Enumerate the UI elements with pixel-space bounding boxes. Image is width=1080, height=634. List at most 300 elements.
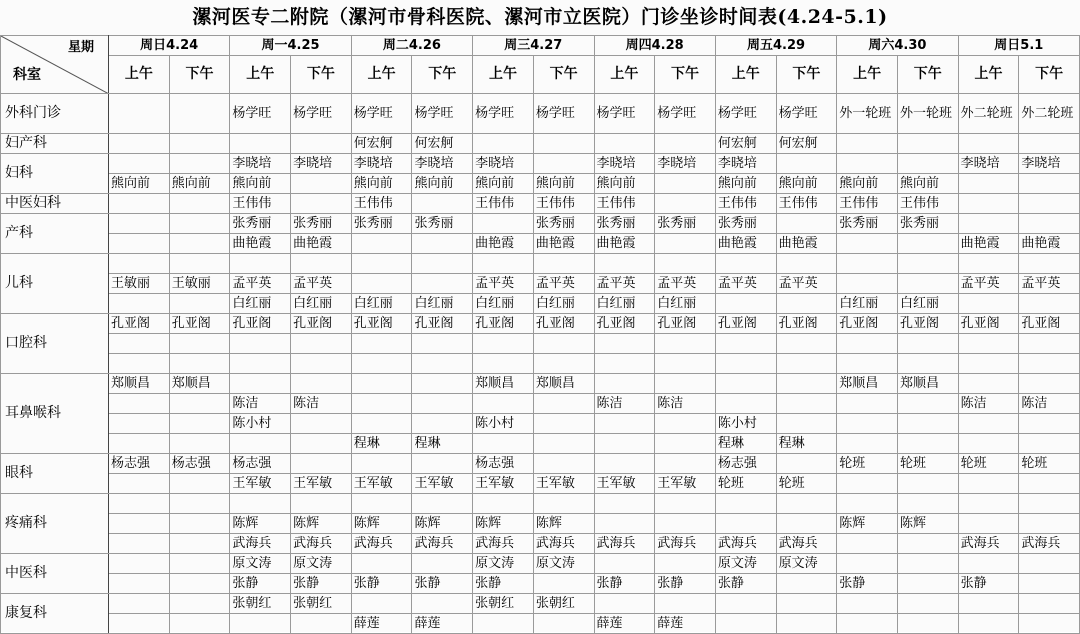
schedule-cell: 原文涛 — [473, 554, 534, 574]
header-morning: 上午 — [594, 56, 655, 94]
schedule-cell — [958, 134, 1019, 154]
schedule-cell — [169, 574, 230, 594]
table-row — [1, 374, 1080, 394]
table-row — [1, 414, 1080, 434]
schedule-cell — [473, 394, 534, 414]
schedule-cell: 杨学旺 — [351, 94, 412, 134]
schedule-cell: 孔亚阁 — [837, 314, 898, 334]
schedule-cell — [533, 414, 594, 434]
schedule-cell: 白红丽 — [655, 294, 716, 314]
schedule-cell — [958, 374, 1019, 394]
schedule-cell: 陈辉 — [291, 514, 352, 534]
schedule-cell: 武海兵 — [351, 534, 412, 554]
schedule-cell: 熊向前 — [897, 174, 958, 194]
schedule-cell — [533, 614, 594, 634]
schedule-cell — [533, 254, 594, 274]
schedule-cell: 熊向前 — [109, 174, 170, 194]
header-day: 周日5.1 — [958, 36, 1079, 56]
schedule-cell — [897, 414, 958, 434]
schedule-cell: 张静 — [655, 574, 716, 594]
schedule-cell — [230, 254, 291, 274]
schedule-cell: 陈辉 — [473, 514, 534, 534]
schedule-cell: 王军敏 — [351, 474, 412, 494]
schedule-cell: 陈小村 — [715, 414, 776, 434]
schedule-cell: 张静 — [230, 574, 291, 594]
schedule-cell: 孔亚阁 — [169, 314, 230, 334]
schedule-cell — [351, 494, 412, 514]
schedule-cell: 孔亚阁 — [594, 314, 655, 334]
schedule-cell: 薛莲 — [655, 614, 716, 634]
schedule-cell — [655, 234, 716, 254]
schedule-cell — [169, 194, 230, 214]
schedule-cell: 孔亚阁 — [533, 314, 594, 334]
schedule-cell — [109, 354, 170, 374]
schedule-cell: 陈辉 — [837, 514, 898, 534]
table-row — [1, 334, 1080, 354]
schedule-cell — [776, 454, 837, 474]
table-row — [1, 274, 1080, 294]
schedule-cell: 张秀丽 — [412, 214, 473, 234]
schedule-cell: 李晓培 — [655, 154, 716, 174]
schedule-cell — [351, 334, 412, 354]
table-row — [1, 434, 1080, 454]
schedule-cell — [897, 614, 958, 634]
schedule-cell — [412, 454, 473, 474]
schedule-cell — [897, 134, 958, 154]
schedule-cell — [897, 474, 958, 494]
schedule-cell — [169, 214, 230, 234]
schedule-cell — [958, 194, 1019, 214]
schedule-cell — [897, 534, 958, 554]
schedule-cell — [351, 274, 412, 294]
schedule-cell — [291, 414, 352, 434]
schedule-cell — [1019, 294, 1080, 314]
schedule-cell: 外二轮班 — [958, 94, 1019, 134]
schedule-cell — [594, 594, 655, 614]
schedule-cell — [1019, 614, 1080, 634]
table-row — [1, 394, 1080, 414]
schedule-cell — [473, 354, 534, 374]
schedule-cell: 武海兵 — [533, 534, 594, 554]
schedule-cell: 李晓培 — [291, 154, 352, 174]
schedule-cell — [837, 134, 898, 154]
department-name: 中医科 — [1, 554, 109, 594]
schedule-cell — [1019, 254, 1080, 274]
schedule-cell — [1019, 214, 1080, 234]
schedule-cell — [412, 554, 473, 574]
schedule-cell: 李晓培 — [473, 154, 534, 174]
schedule-cell — [473, 494, 534, 514]
header-day: 周一4.25 — [230, 36, 351, 56]
schedule-cell: 王军敏 — [594, 474, 655, 494]
schedule-cell: 王伟伟 — [230, 194, 291, 214]
schedule-cell — [291, 334, 352, 354]
schedule-cell: 郑顺昌 — [533, 374, 594, 394]
department-name: 儿科 — [1, 254, 109, 314]
schedule-cell — [169, 534, 230, 554]
schedule-cell — [897, 334, 958, 354]
schedule-cell — [655, 134, 716, 154]
schedule-cell: 熊向前 — [837, 174, 898, 194]
schedule-cell — [109, 294, 170, 314]
schedule-cell: 张静 — [351, 574, 412, 594]
schedule-cell — [412, 394, 473, 414]
department-name: 妇科 — [1, 154, 109, 194]
schedule-cell — [291, 494, 352, 514]
schedule-cell — [958, 414, 1019, 434]
schedule-cell: 武海兵 — [655, 534, 716, 554]
schedule-cell — [109, 194, 170, 214]
header-morning: 上午 — [837, 56, 898, 94]
schedule-cell — [655, 434, 716, 454]
department-name: 产科 — [1, 214, 109, 254]
schedule-cell: 杨学旺 — [473, 94, 534, 134]
schedule-cell: 孟平英 — [1019, 274, 1080, 294]
table-row — [1, 214, 1080, 234]
schedule-cell: 杨志强 — [473, 454, 534, 474]
schedule-cell: 熊向前 — [473, 174, 534, 194]
schedule-cell — [351, 374, 412, 394]
schedule-cell — [655, 514, 716, 534]
schedule-cell — [655, 354, 716, 374]
schedule-cell: 王军敏 — [291, 474, 352, 494]
schedule-cell — [351, 594, 412, 614]
schedule-cell — [1019, 194, 1080, 214]
schedule-cell — [1019, 134, 1080, 154]
table-row — [1, 494, 1080, 514]
schedule-cell — [776, 254, 837, 274]
schedule-cell — [1019, 174, 1080, 194]
table-row — [1, 314, 1080, 334]
schedule-cell — [655, 494, 716, 514]
table-row — [1, 194, 1080, 214]
schedule-cell — [291, 354, 352, 374]
schedule-cell: 原文涛 — [291, 554, 352, 574]
schedule-cell — [958, 514, 1019, 534]
department-name: 耳鼻喉科 — [1, 374, 109, 454]
schedule-cell: 李晓培 — [1019, 154, 1080, 174]
department-name: 中医妇科 — [1, 194, 109, 214]
schedule-cell: 张静 — [594, 574, 655, 594]
schedule-cell — [594, 454, 655, 474]
schedule-cell: 孟平英 — [533, 274, 594, 294]
schedule-cell: 杨学旺 — [230, 94, 291, 134]
schedule-cell — [837, 234, 898, 254]
schedule-cell — [897, 574, 958, 594]
table-row — [1, 554, 1080, 574]
schedule-cell — [351, 254, 412, 274]
schedule-cell: 郑顺昌 — [837, 374, 898, 394]
header-corner-cell — [1, 36, 109, 94]
schedule-cell — [594, 374, 655, 394]
schedule-cell — [412, 194, 473, 214]
header-morning: 上午 — [958, 56, 1019, 94]
schedule-cell — [897, 274, 958, 294]
schedule-cell — [776, 334, 837, 354]
schedule-cell: 李晓培 — [715, 154, 776, 174]
table-row — [1, 354, 1080, 374]
header-afternoon: 下午 — [776, 56, 837, 94]
schedule-cell: 杨志强 — [109, 454, 170, 474]
schedule-cell: 白红丽 — [351, 294, 412, 314]
schedule-cell — [837, 534, 898, 554]
schedule-cell: 陈洁 — [1019, 394, 1080, 414]
schedule-cell — [1019, 334, 1080, 354]
schedule-cell — [594, 494, 655, 514]
schedule-cell: 孔亚阁 — [109, 314, 170, 334]
schedule-cell — [109, 94, 170, 134]
schedule-cell: 白红丽 — [533, 294, 594, 314]
schedule-cell: 李晓培 — [958, 154, 1019, 174]
department-name: 外科门诊 — [1, 94, 109, 134]
schedule-cell: 孟平英 — [655, 274, 716, 294]
schedule-cell: 孔亚阁 — [1019, 314, 1080, 334]
schedule-cell: 陈辉 — [351, 514, 412, 534]
schedule-cell — [109, 534, 170, 554]
schedule-cell — [109, 574, 170, 594]
schedule-cell: 李晓培 — [230, 154, 291, 174]
schedule-cell — [715, 614, 776, 634]
department-name: 疼痛科 — [1, 494, 109, 554]
schedule-cell — [169, 594, 230, 614]
schedule-cell — [655, 454, 716, 474]
schedule-cell — [715, 334, 776, 354]
department-name: 妇产科 — [1, 134, 109, 154]
schedule-cell — [958, 494, 1019, 514]
schedule-cell: 程琳 — [776, 434, 837, 454]
schedule-cell: 孔亚阁 — [655, 314, 716, 334]
schedule-cell — [897, 234, 958, 254]
schedule-cell — [109, 594, 170, 614]
schedule-cell — [958, 554, 1019, 574]
schedule-cell — [291, 194, 352, 214]
schedule-cell: 轮班 — [1019, 454, 1080, 474]
schedule-cell — [897, 354, 958, 374]
schedule-cell — [230, 374, 291, 394]
table-row — [1, 94, 1080, 134]
schedule-cell: 轮班 — [837, 454, 898, 474]
header-day: 周六4.30 — [837, 36, 958, 56]
schedule-cell — [230, 434, 291, 454]
schedule-cell: 白红丽 — [412, 294, 473, 314]
schedule-cell: 曲艳霞 — [958, 234, 1019, 254]
schedule-cell — [1019, 434, 1080, 454]
header-afternoon: 下午 — [412, 56, 473, 94]
schedule-cell: 熊向前 — [230, 174, 291, 194]
schedule-cell — [594, 254, 655, 274]
schedule-cell — [169, 474, 230, 494]
schedule-cell: 王伟伟 — [837, 194, 898, 214]
schedule-cell — [109, 134, 170, 154]
schedule-cell — [1019, 554, 1080, 574]
schedule-cell — [473, 254, 534, 274]
schedule-cell: 陈洁 — [594, 394, 655, 414]
schedule-cell — [230, 494, 291, 514]
schedule-cell: 何宏舸 — [715, 134, 776, 154]
schedule-cell — [837, 274, 898, 294]
schedule-cell: 张静 — [412, 574, 473, 594]
schedule-cell: 孟平英 — [958, 274, 1019, 294]
schedule-cell: 王伟伟 — [776, 194, 837, 214]
table-row — [1, 154, 1080, 174]
header-day: 周二4.26 — [351, 36, 472, 56]
schedule-cell — [897, 254, 958, 274]
schedule-cell: 轮班 — [897, 454, 958, 474]
schedule-cell — [291, 374, 352, 394]
schedule-cell: 熊向前 — [715, 174, 776, 194]
schedule-cell: 陈洁 — [291, 394, 352, 414]
schedule-cell — [533, 394, 594, 414]
schedule-cell — [715, 354, 776, 374]
schedule-cell — [837, 354, 898, 374]
schedule-cell — [776, 214, 837, 234]
schedule-cell — [169, 394, 230, 414]
schedule-cell: 张朝红 — [230, 594, 291, 614]
schedule-cell — [109, 254, 170, 274]
table-row — [1, 574, 1080, 594]
schedule-cell — [958, 474, 1019, 494]
schedule-cell: 张静 — [958, 574, 1019, 594]
schedule-cell: 郑顺昌 — [897, 374, 958, 394]
schedule-cell — [715, 494, 776, 514]
schedule-cell: 杨学旺 — [533, 94, 594, 134]
schedule-cell: 王军敏 — [533, 474, 594, 494]
schedule-cell — [655, 374, 716, 394]
schedule-cell — [351, 454, 412, 474]
table-row — [1, 294, 1080, 314]
schedule-cell — [655, 334, 716, 354]
header-weekday-label: 星期 — [67, 40, 94, 55]
schedule-cell: 杨学旺 — [412, 94, 473, 134]
schedule-cell — [715, 594, 776, 614]
schedule-cell — [109, 414, 170, 434]
schedule-cell: 武海兵 — [1019, 534, 1080, 554]
schedule-table — [0, 35, 1080, 634]
schedule-cell — [109, 434, 170, 454]
schedule-cell: 轮班 — [958, 454, 1019, 474]
schedule-cell: 李晓培 — [412, 154, 473, 174]
schedule-cell: 张秀丽 — [533, 214, 594, 234]
schedule-cell — [958, 254, 1019, 274]
schedule-cell: 张秀丽 — [655, 214, 716, 234]
schedule-cell — [291, 614, 352, 634]
schedule-cell — [533, 494, 594, 514]
schedule-cell — [230, 134, 291, 154]
schedule-cell: 武海兵 — [776, 534, 837, 554]
schedule-cell: 张秀丽 — [351, 214, 412, 234]
schedule-cell: 白红丽 — [837, 294, 898, 314]
schedule-cell: 陈洁 — [958, 394, 1019, 414]
schedule-cell — [291, 174, 352, 194]
schedule-cell: 杨学旺 — [715, 94, 776, 134]
schedule-cell — [291, 134, 352, 154]
schedule-cell — [837, 334, 898, 354]
schedule-cell — [230, 354, 291, 374]
schedule-cell — [897, 554, 958, 574]
schedule-cell: 王敏丽 — [109, 274, 170, 294]
schedule-cell — [351, 354, 412, 374]
header-afternoon: 下午 — [655, 56, 716, 94]
schedule-cell: 张静 — [291, 574, 352, 594]
table-row — [1, 534, 1080, 554]
schedule-cell — [655, 554, 716, 574]
schedule-cell: 武海兵 — [473, 534, 534, 554]
schedule-cell — [109, 514, 170, 534]
schedule-cell — [655, 414, 716, 434]
schedule-cell — [169, 414, 230, 434]
schedule-cell — [291, 434, 352, 454]
schedule-cell — [533, 154, 594, 174]
schedule-cell: 孔亚阁 — [291, 314, 352, 334]
schedule-cell: 孔亚阁 — [897, 314, 958, 334]
schedule-cell: 外一轮班 — [837, 94, 898, 134]
schedule-cell: 王伟伟 — [594, 194, 655, 214]
table-row — [1, 174, 1080, 194]
schedule-cell — [837, 414, 898, 434]
schedule-cell — [351, 414, 412, 434]
schedule-cell: 白红丽 — [230, 294, 291, 314]
schedule-cell — [473, 334, 534, 354]
schedule-cell — [412, 414, 473, 434]
schedule-cell — [958, 354, 1019, 374]
header-department-label: 科室 — [13, 67, 41, 83]
schedule-cell — [715, 394, 776, 414]
schedule-cell: 陈辉 — [230, 514, 291, 534]
schedule-cell — [169, 434, 230, 454]
schedule-cell: 王伟伟 — [897, 194, 958, 214]
schedule-cell: 王伟伟 — [473, 194, 534, 214]
schedule-cell — [715, 254, 776, 274]
schedule-cell — [776, 354, 837, 374]
schedule-cell — [1019, 494, 1080, 514]
table-row — [1, 254, 1080, 274]
schedule-cell — [533, 454, 594, 474]
schedule-cell — [533, 574, 594, 594]
schedule-cell: 张静 — [837, 574, 898, 594]
schedule-cell: 外一轮班 — [897, 94, 958, 134]
schedule-cell: 原文涛 — [533, 554, 594, 574]
schedule-cell — [533, 134, 594, 154]
schedule-cell: 张秀丽 — [291, 214, 352, 234]
schedule-cell — [837, 434, 898, 454]
schedule-cell: 熊向前 — [351, 174, 412, 194]
header-morning: 上午 — [351, 56, 412, 94]
schedule-cell: 陈小村 — [230, 414, 291, 434]
schedule-cell — [897, 494, 958, 514]
schedule-cell — [837, 254, 898, 274]
header-morning: 上午 — [473, 56, 534, 94]
schedule-cell: 武海兵 — [594, 534, 655, 554]
schedule-cell — [655, 254, 716, 274]
schedule-cell — [473, 214, 534, 234]
header-morning: 上午 — [109, 56, 170, 94]
schedule-cell — [1019, 414, 1080, 434]
schedule-cell — [169, 254, 230, 274]
schedule-cell: 张秀丽 — [837, 214, 898, 234]
schedule-cell — [776, 494, 837, 514]
schedule-cell: 熊向前 — [169, 174, 230, 194]
schedule-cell: 白红丽 — [473, 294, 534, 314]
schedule-cell: 孔亚阁 — [412, 314, 473, 334]
schedule-cell — [1019, 514, 1080, 534]
schedule-cell — [412, 334, 473, 354]
schedule-cell — [169, 354, 230, 374]
schedule-cell — [412, 374, 473, 394]
schedule-cell: 武海兵 — [291, 534, 352, 554]
schedule-cell — [351, 394, 412, 414]
schedule-cell: 武海兵 — [412, 534, 473, 554]
schedule-cell — [412, 234, 473, 254]
